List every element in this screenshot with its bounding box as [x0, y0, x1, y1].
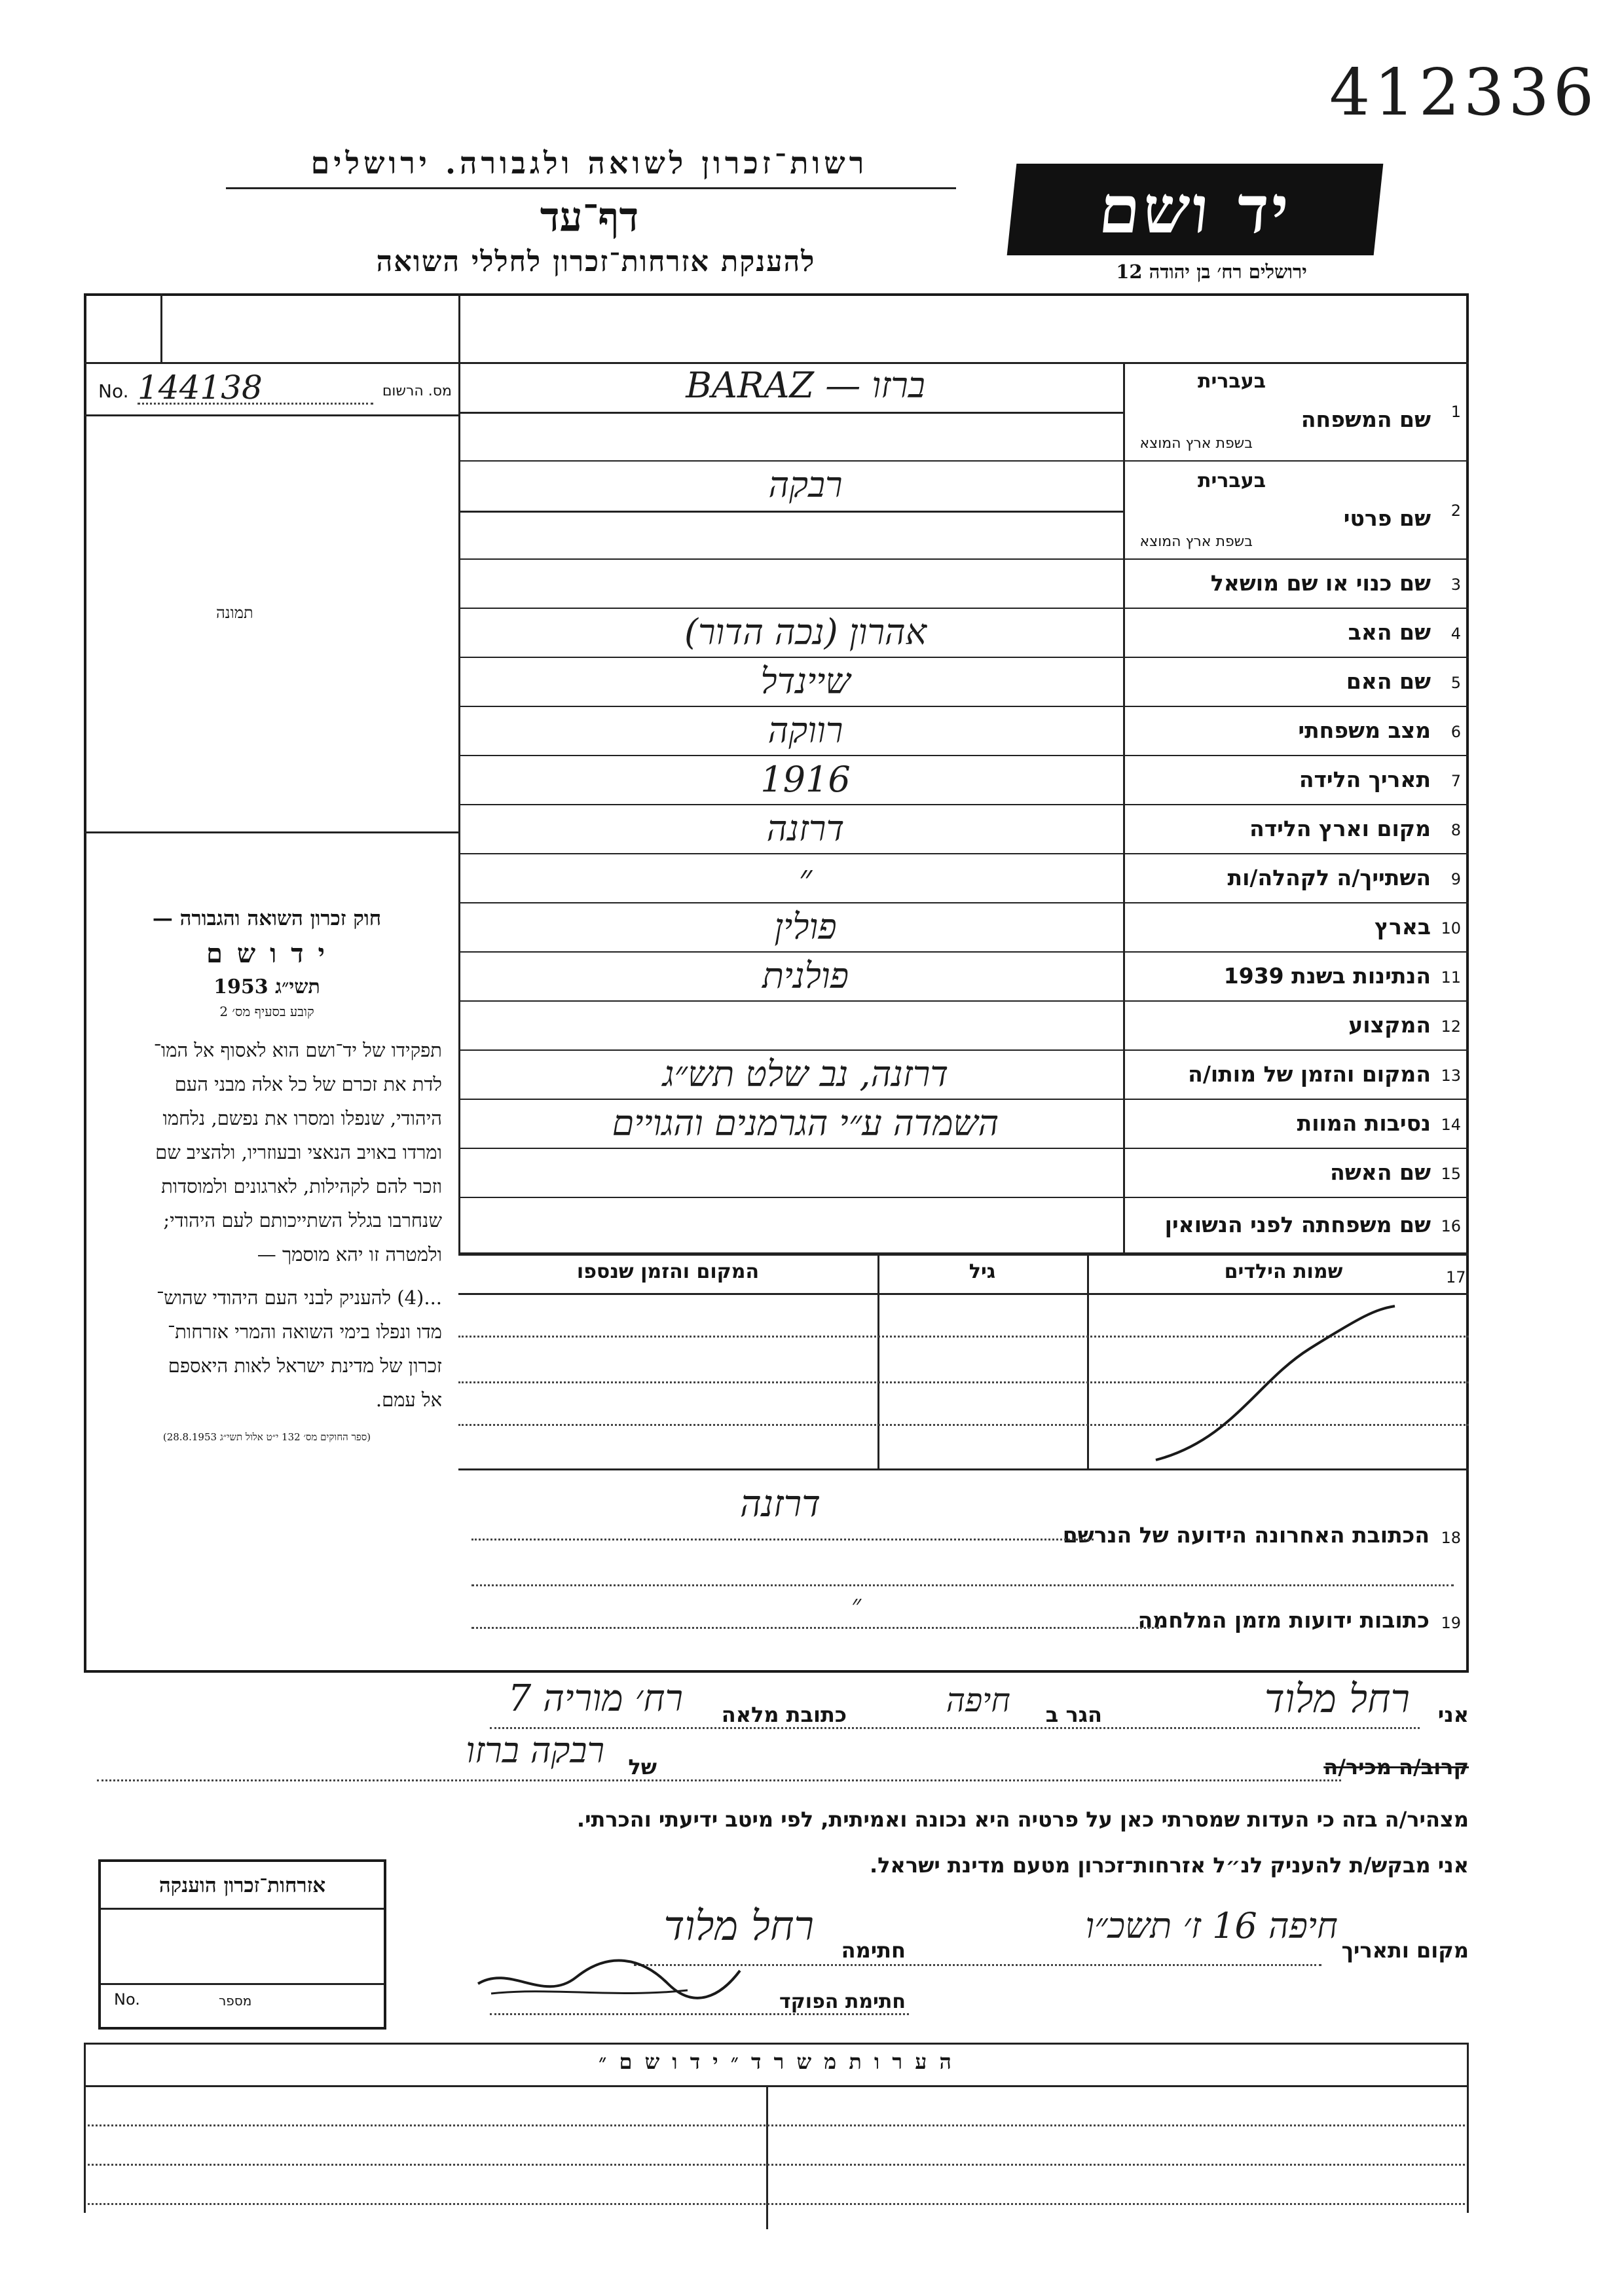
- field-number: 16: [1441, 1216, 1461, 1235]
- field-value: שיינדל: [760, 660, 851, 702]
- decl-request: אני מבקש/ת להעניק לנ״ל אזרחות־זכרון מטעם מדינת ישראל.: [870, 1853, 1469, 1878]
- law-paragraph-1: [92, 1033, 442, 1271]
- decl-full-address: רח׳ מוריה 7: [507, 1677, 683, 1720]
- field-value: רבקה: [768, 464, 843, 505]
- authority-underline: [226, 187, 956, 189]
- field-18-dots-2: [471, 1584, 1454, 1586]
- field-18-label: הכתובת האחרונה הידועה של הנרשם: [1062, 1522, 1430, 1548]
- field-number: 5: [1450, 673, 1461, 692]
- field-number: 6: [1450, 722, 1461, 741]
- decl-place-date-label: מקום ותאריך: [1341, 1938, 1469, 1963]
- law-line: לדת את זכרם של כל אלה מבני העם: [174, 1073, 442, 1095]
- field-row-7: [458, 756, 1469, 805]
- form-title: דף־עד: [540, 193, 639, 241]
- law-title: חוק זכרון השואה והגבורה —: [152, 907, 382, 930]
- field-value: רווקה: [767, 709, 843, 751]
- children-col-names: שמות הילדים: [1224, 1260, 1343, 1283]
- decl-line-2-dots: [97, 1779, 1341, 1781]
- registration-number: [98, 369, 452, 409]
- field-label: הנתינות בשנת 1939: [1223, 962, 1431, 989]
- law-year: תשי״ג 1953: [213, 975, 320, 998]
- field-18-num: 18: [1441, 1529, 1461, 1547]
- decl-of-label: של: [628, 1755, 657, 1779]
- registration-value: 144138: [138, 369, 263, 407]
- law-line: תפקידו של יד־ושם הוא לאסוף אל המו־: [153, 1039, 442, 1061]
- field-number: 15: [1441, 1164, 1461, 1183]
- field-label: בארץ: [1375, 913, 1431, 939]
- field-row-3: [458, 560, 1469, 609]
- field-18-dots: [471, 1539, 1094, 1540]
- granted-number-label: מספר: [219, 1993, 252, 2009]
- field-label: המקצוע: [1348, 1011, 1431, 1038]
- decl-line-6-dots: [490, 2013, 909, 2015]
- logo-text: יד ושם: [1095, 171, 1295, 248]
- field-row-5: [458, 658, 1469, 707]
- field-number: 4: [1450, 624, 1461, 643]
- field-value: אהרון (נכה הדור): [684, 611, 927, 653]
- field-row-15: [458, 1149, 1469, 1198]
- decl-city: חיפה: [946, 1681, 1010, 1719]
- registration-label: מס. הרשום: [382, 383, 452, 399]
- photo-label: תמונה: [216, 604, 253, 622]
- field-row-4: [458, 609, 1469, 658]
- decl-signature-label: חתימה: [841, 1938, 906, 1963]
- field-row-8: [458, 805, 1469, 854]
- field-language-tag: בעברית: [1198, 469, 1266, 492]
- granted-title-line: [101, 1908, 384, 1910]
- field-label: שם האשה: [1330, 1159, 1431, 1185]
- decl-full-address-label: כתובת מלאה: [721, 1702, 847, 1727]
- field-label: נסיבות המוות: [1297, 1110, 1431, 1136]
- children-col-div-1: [1087, 1254, 1089, 1470]
- granted-number-line: [101, 1983, 384, 1985]
- law-name: י ד ו ש ם: [206, 938, 327, 969]
- field-row-11: [458, 953, 1469, 1002]
- field-value: 1916: [760, 758, 851, 800]
- field-row-1: [458, 362, 1469, 462]
- field-row-14: [458, 1100, 1469, 1149]
- granted-title: אזרחות־זכרון הוענקה: [158, 1874, 326, 1897]
- archive-number: 412336: [1329, 56, 1598, 130]
- photo-bottom-line: [84, 831, 458, 833]
- authority-title: רשות־זכרון לשואה ולגבורה. ירושלים: [310, 145, 868, 181]
- signature-scribble: [471, 1951, 747, 2010]
- logo-address: ירושלים רח׳ בן יהודה 12: [1116, 261, 1307, 283]
- field-number: 8: [1450, 820, 1461, 839]
- field-value: דרזנה: [766, 807, 845, 849]
- notes-left-edge: [84, 2043, 86, 2213]
- notes-right-edge: [1467, 2043, 1469, 2213]
- field-row-2: [458, 462, 1469, 560]
- field-number: 7: [1450, 771, 1461, 790]
- decl-of-name: רבקה ברזו: [466, 1730, 604, 1771]
- field-label: שם כנוי או שם מושאל: [1210, 570, 1431, 596]
- field-19: [458, 1588, 1469, 1673]
- law-line: וזכר להם לקהילות, לארגונים ולמוסדות: [161, 1175, 442, 1197]
- top-row-divider2: [160, 293, 162, 362]
- registration-dots: [138, 403, 373, 405]
- decl-relation-label: קרוב/ה מכיר/ה: [1323, 1755, 1469, 1779]
- field-value: דרזנה, נב שלט תש״ג: [662, 1053, 949, 1095]
- field-label: המקום והזמן של מותו/ה: [1188, 1061, 1431, 1087]
- notes-title-line: [84, 2085, 1469, 2087]
- field-number: 14: [1441, 1115, 1461, 1134]
- field-value: פולנית: [762, 955, 849, 996]
- office-notes-title: ה ע ר ו ת מ ש ר ד ״ י ד ו ש ם ״: [599, 2049, 954, 2074]
- field-value: ״: [798, 856, 813, 898]
- decl-officer-label: חתימת הפוקד: [779, 1990, 906, 2013]
- field-row-16: [458, 1198, 1469, 1254]
- registration-prefix: No.: [98, 380, 129, 402]
- field-19-value: ״: [851, 1590, 862, 1620]
- field-18-value: דרזנה: [740, 1483, 821, 1525]
- law-paragraph-2: [92, 1281, 442, 1417]
- field-row-12: [458, 1002, 1469, 1051]
- field-label: שם פרטי: [1343, 505, 1431, 531]
- field-row-9: [458, 854, 1469, 903]
- law-line: היהודי, שנפלו ומסרו את נפשם, נלחמו: [162, 1107, 442, 1129]
- field-label: מקום וארץ הלידה: [1249, 815, 1431, 841]
- notes-row-3: [84, 2203, 1469, 2205]
- law-source: (ספר החוקים מס׳ 132 י״ט אלול תשי״ג 28.8.1953): [162, 1431, 371, 1443]
- field-value: פולין: [774, 905, 837, 947]
- field-number: 2: [1450, 501, 1461, 520]
- children-bottom-line: [458, 1468, 1469, 1470]
- top-row-divider: [458, 293, 460, 362]
- children-top-line: [458, 1254, 1469, 1256]
- children-cancel-stroke: [1153, 1303, 1401, 1467]
- field-label: שם משפחתה לפני הנשואין: [1164, 1211, 1431, 1237]
- field-19-label: כתובות ידועות מזמן המלחמה: [1137, 1607, 1430, 1633]
- decl-line-1-dots: [490, 1727, 1420, 1729]
- children-col-div-2: [877, 1254, 879, 1470]
- notes-row-2: [84, 2164, 1469, 2166]
- law-line: ולמטרה זו יהא מוסמך —: [257, 1243, 442, 1266]
- field-19-dots: [471, 1627, 1159, 1629]
- field-number: 1: [1450, 403, 1461, 421]
- decl-declarant: רחל מלוד: [1264, 1676, 1410, 1722]
- law-box: [92, 907, 442, 1444]
- decl-resides: הגר ב: [1045, 1702, 1102, 1727]
- registration-line: [84, 414, 458, 416]
- notes-row-1: [84, 2124, 1469, 2126]
- granted-box: [98, 1859, 386, 2030]
- children-num: 17: [1446, 1268, 1466, 1286]
- notes-top-line: [84, 2043, 1469, 2045]
- field-row-6: [458, 707, 1469, 756]
- field-label: שם האב: [1348, 619, 1431, 645]
- law-line: מדו ונפלו בימי השואה והמרי אזרחות־: [167, 1321, 442, 1343]
- field-label: תאריך הלידה: [1299, 766, 1431, 792]
- field-number: 13: [1441, 1066, 1461, 1085]
- field-number: 3: [1450, 575, 1461, 594]
- field-mid-line: [458, 511, 1123, 513]
- children-header-line: [458, 1293, 1469, 1295]
- field-label: שם האם: [1346, 668, 1431, 694]
- field-row-10: [458, 903, 1469, 953]
- law-line: שנחרבו בגלל השתייכותם לעם היהודי;: [163, 1209, 442, 1231]
- field-mid-line: [458, 412, 1123, 414]
- law-line: ...(4) להעניק לבני העם היהודי שהוש־: [156, 1286, 442, 1309]
- law-line: אל עמם.: [375, 1389, 442, 1411]
- field-row-13: [458, 1051, 1469, 1100]
- decl-signature: רחל מלוד: [663, 1902, 814, 1950]
- law-clause: קובע בסעיף מס׳ 2: [219, 1004, 314, 1019]
- yad-vashem-logo: [1007, 164, 1384, 255]
- notes-divider: [766, 2085, 768, 2229]
- field-origin-tag: בשפת ארץ המוצא: [1139, 534, 1253, 550]
- field-value: השמדה ע״י הגרמנים והגויים: [612, 1102, 999, 1144]
- field-number: 12: [1441, 1017, 1461, 1036]
- field-number: 10: [1441, 919, 1461, 938]
- field-label: השתייך/ה לקהלה/ות: [1227, 864, 1431, 890]
- decl-statement: מצהיר/ה בזה כי העדות שמסרתי כאן על פרטיה היא נכונה ואמיתית, לפי מיטב ידיעתי והכרתי.: [576, 1807, 1469, 1832]
- granted-number-prefix: No.: [114, 1990, 140, 2009]
- field-value: BARAZ — ברזו: [686, 365, 925, 406]
- decl-ani: אני: [1437, 1702, 1469, 1727]
- children-col-age: גיל: [969, 1260, 996, 1283]
- field-origin-tag: בשפת ארץ המוצא: [1139, 435, 1253, 452]
- decl-place-date: חיפה 16 ז׳ תשכ״ו: [1085, 1905, 1338, 1946]
- children-col-place: המקום והזמן שנספו: [576, 1260, 760, 1283]
- field-label: מצב משפחתי: [1298, 717, 1431, 743]
- law-line: ומרדו באויב הנאצי ובעוזריו, ולהציב שם: [155, 1141, 442, 1163]
- field-label: שם המשפחה: [1301, 407, 1431, 432]
- field-number: 11: [1441, 968, 1461, 987]
- field-language-tag: בעברית: [1198, 370, 1266, 393]
- field-number: 9: [1450, 869, 1461, 888]
- law-line: זכרון של מדינת ישראל לאות היאספם: [168, 1355, 442, 1377]
- field-19-num: 19: [1441, 1614, 1461, 1632]
- form-subtitle: להענקת אזרחות־זכרון לחללי השואה: [376, 246, 816, 278]
